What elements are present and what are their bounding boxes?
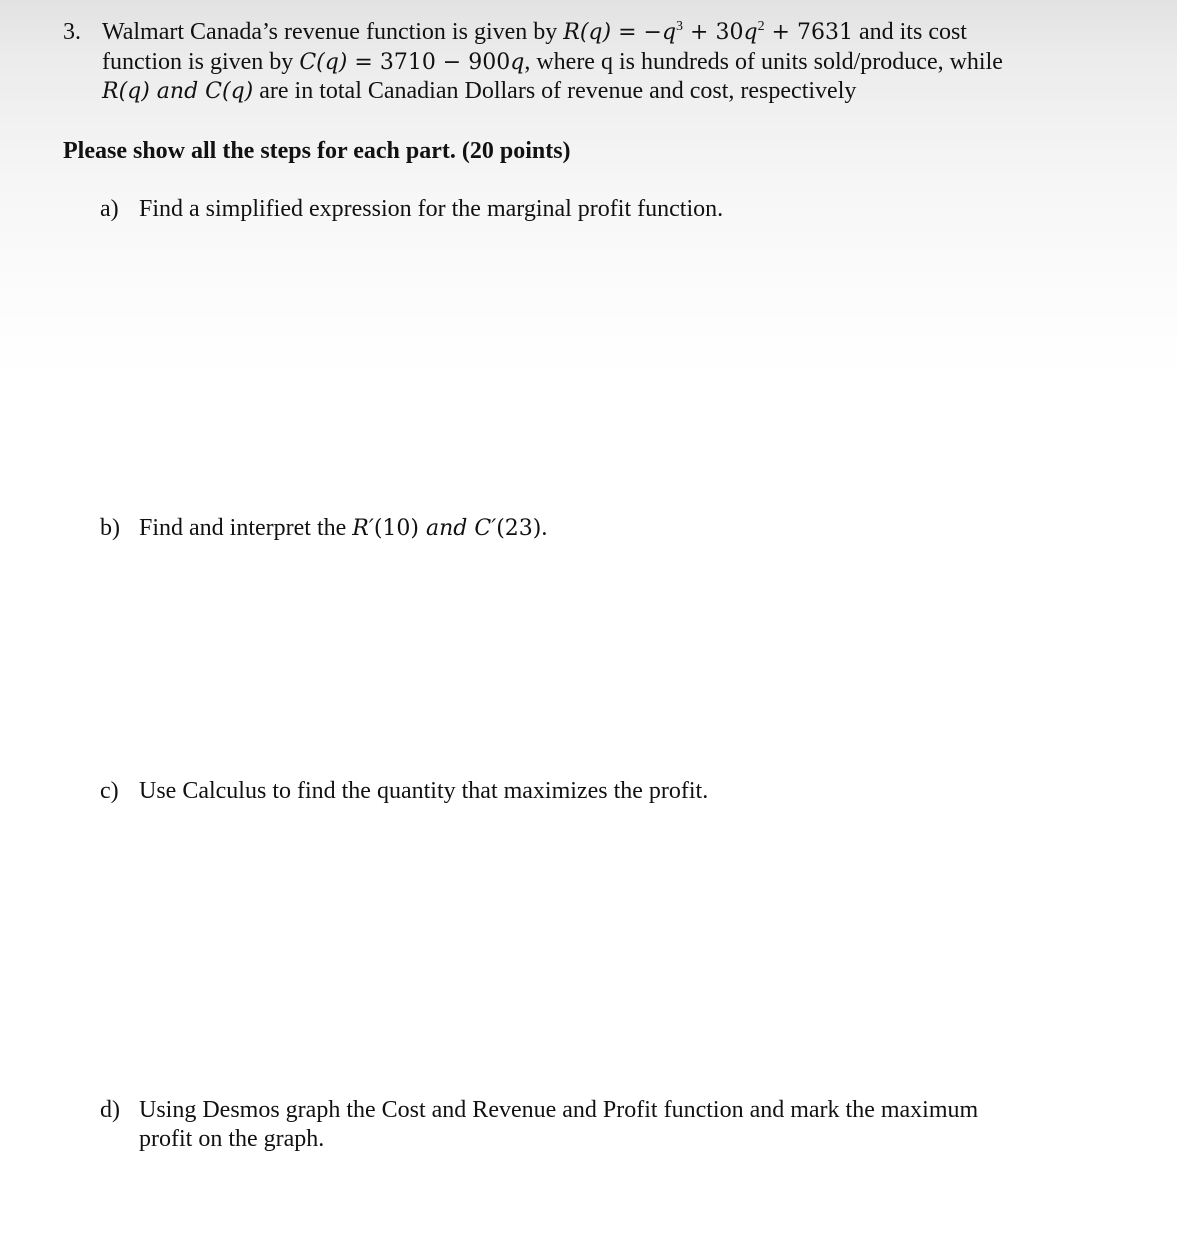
part-a-text: Find a simplified expression for the marginal profit function.: [139, 196, 724, 222]
question-number: 3.: [63, 19, 81, 45]
part-d-line-2: profit on the graph.: [139, 1126, 325, 1152]
text-segment: and its cost: [852, 19, 967, 45]
text-segment: Find and interpret the: [139, 515, 353, 541]
part-c-label: c): [100, 778, 119, 804]
math-segment: (10): [373, 516, 426, 541]
part-a-label: a): [100, 196, 119, 222]
question-statement: [102, 18, 1152, 107]
text-segment: function is given by: [102, 48, 300, 75]
math-segment: and C′: [426, 516, 497, 541]
part-d-label: d): [100, 1097, 120, 1123]
math-segment: = −: [611, 20, 662, 45]
math-segment: + 7631: [764, 20, 853, 45]
text-segment: are in total Canadian Dollars of revenue and cost, respectively: [253, 78, 857, 104]
math-segment: = 3710 − 900: [347, 49, 511, 75]
question-line-3: [102, 77, 1152, 107]
math-variable: q: [661, 20, 677, 45]
revenue-function-symbol: R(q): [563, 20, 612, 45]
text-segment: Walmart Canada’s revenue function is given by: [102, 19, 564, 45]
part-c-text: Use Calculus to find the quantity that maximizes the profit.: [139, 778, 709, 804]
part-d-text: [139, 1096, 1039, 1154]
cost-function-symbol: C(q): [299, 49, 348, 75]
math-segment: R′: [352, 516, 374, 541]
text-segment: , where q is hundreds of units sold/produce, while: [524, 48, 1003, 75]
exponent: 3: [676, 19, 684, 34]
text-segment: .: [541, 515, 548, 541]
part-d-line-1: Using Desmos graph the Cost and Revenue and Profit function and mark the maximum: [139, 1097, 979, 1123]
function-symbols: R(q) and C(q): [102, 79, 254, 104]
math-segment: (23): [496, 516, 542, 541]
math-variable: q: [743, 20, 758, 45]
question-line-1: [102, 18, 1152, 48]
part-b-text: [139, 514, 1039, 543]
instruction-heading: Please show all the steps for each part. (20 points): [63, 138, 571, 164]
math-variable: q: [510, 49, 525, 75]
exponent: 2: [757, 19, 765, 34]
question-line-2: [102, 48, 1152, 78]
part-b-label: b): [100, 515, 120, 541]
math-segment: + 30: [683, 20, 744, 45]
